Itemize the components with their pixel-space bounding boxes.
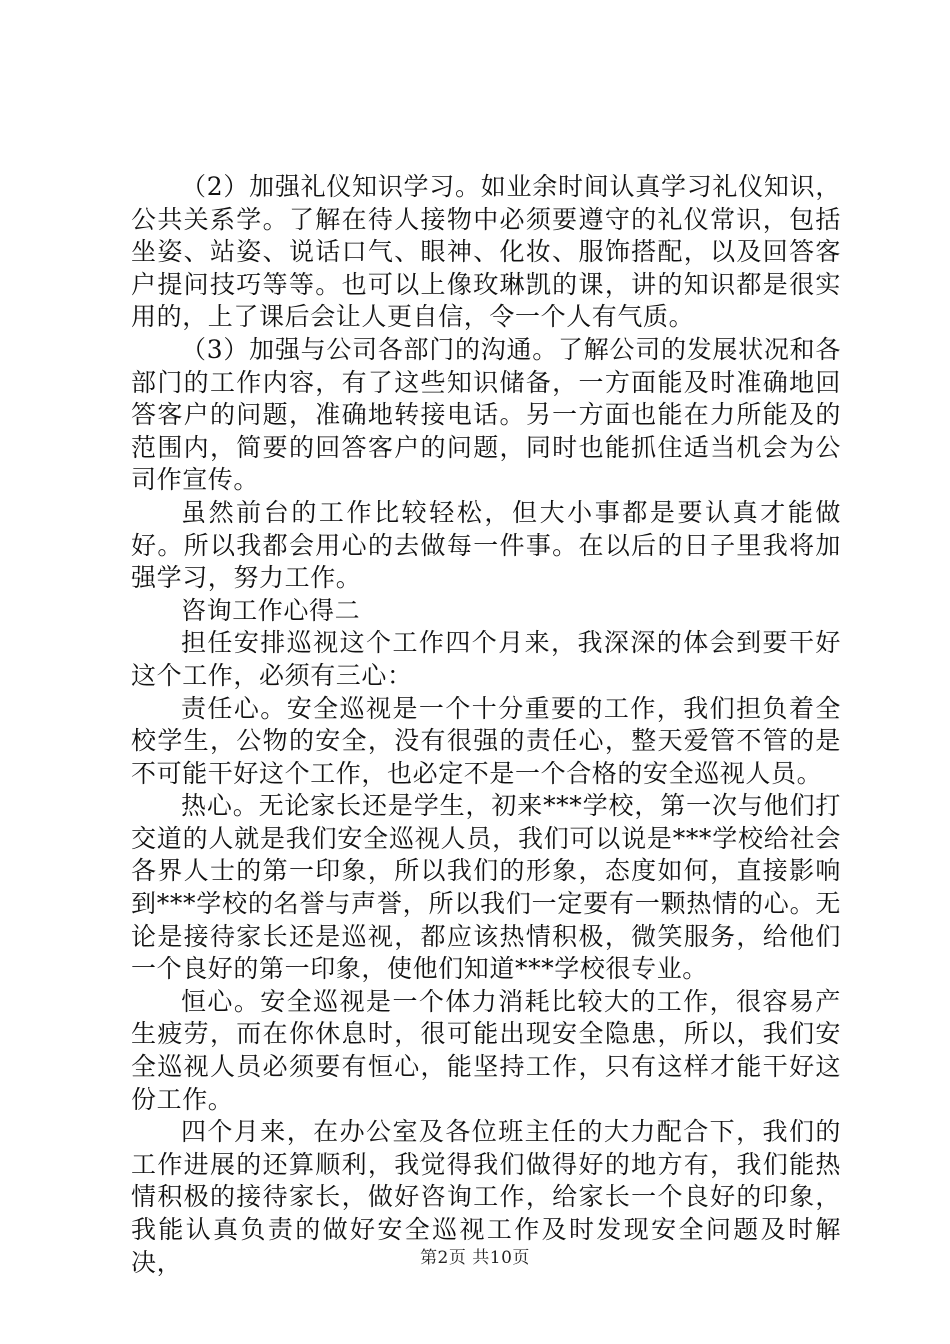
- paragraph-etiquette-study: （2）加强礼仪知识学习。如业余时间认真学习礼仪知识，公共关系学。了解在待人接物中必须要遵守的礼仪常识，包括坐姿、站姿、说话口气、眼神、化妆、服饰搭配，以及回答客户提问技巧等等。也可以上像玫琳凯的课，讲的知识都是很实用的，上了课后会让人更自信，令一个人有气质。: [131, 172, 841, 332]
- paragraph-front-desk-summary: 虽然前台的工作比较轻松，但大小事都是要认真才能做好。所以我都会用心的去做每一件事。在以后的日子里我将加强学习，努力工作。: [131, 497, 841, 593]
- document-body: [131, 171, 841, 1279]
- paragraph-patrol-intro: 担任安排巡视这个工作四个月来，我深深的体会到要干好这个工作，必须有三心：: [131, 628, 841, 690]
- section-heading: 咨询工作心得二: [181, 595, 361, 625]
- paragraph-four-months-review: 四个月来，在办公室及各位班主任的大力配合下，我们的工作进展的还算顺利，我觉得我们做得好的地方有，我们能热情积极的接待家长，做好咨询工作，给家长一个良好的印象，我能认真负责的做好安全巡视工作及时发现安全问题及时解决，: [131, 1117, 841, 1277]
- paragraph-department-communication: （3）加强与公司各部门的沟通。了解公司的发展状况和各部门的工作内容，有了这些知识储备，一方面能及时准确地回答客户的问题，准确地转接电话。另一方面也能在力所能及的范围内，简要的回答客户的问题，同时也能抓住适当机会为公司作宣传。: [131, 334, 841, 495]
- paragraph-responsibility: 责任心。安全巡视是一个十分重要的工作，我们担负着全校学生，公物的安全，没有很强的责任心，整天爱管不管的是不可能干好这个工作，也必定不是一个合格的安全巡视人员。: [131, 693, 841, 788]
- paragraph-enthusiasm: 热心。无论家长还是学生，初来***学校，第一次与他们打交道的人就是我们安全巡视人员，我们可以说是***学校给社会各界人士的第一印象，所以我们的形象，态度如何，直接影响到***学校的名誉与声誉，所以我们一定要有一颗热情的心。无论是接待家长还是巡视，都应该热情积极，微笑服务，给他们一个良好的第一印象，使他们知道***学校很专业。: [131, 791, 841, 984]
- page-number-footer: 第2页 共10页: [420, 1248, 530, 1268]
- paragraph-perseverance: 恒心。安全巡视是一个体力消耗比较大的工作，很容易产生疲劳，而在你休息时，很可能出现安全隐患，所以，我们安全巡视人员必须要有恒心，能坚持工作，只有这样才能干好这份工作。: [131, 986, 841, 1114]
